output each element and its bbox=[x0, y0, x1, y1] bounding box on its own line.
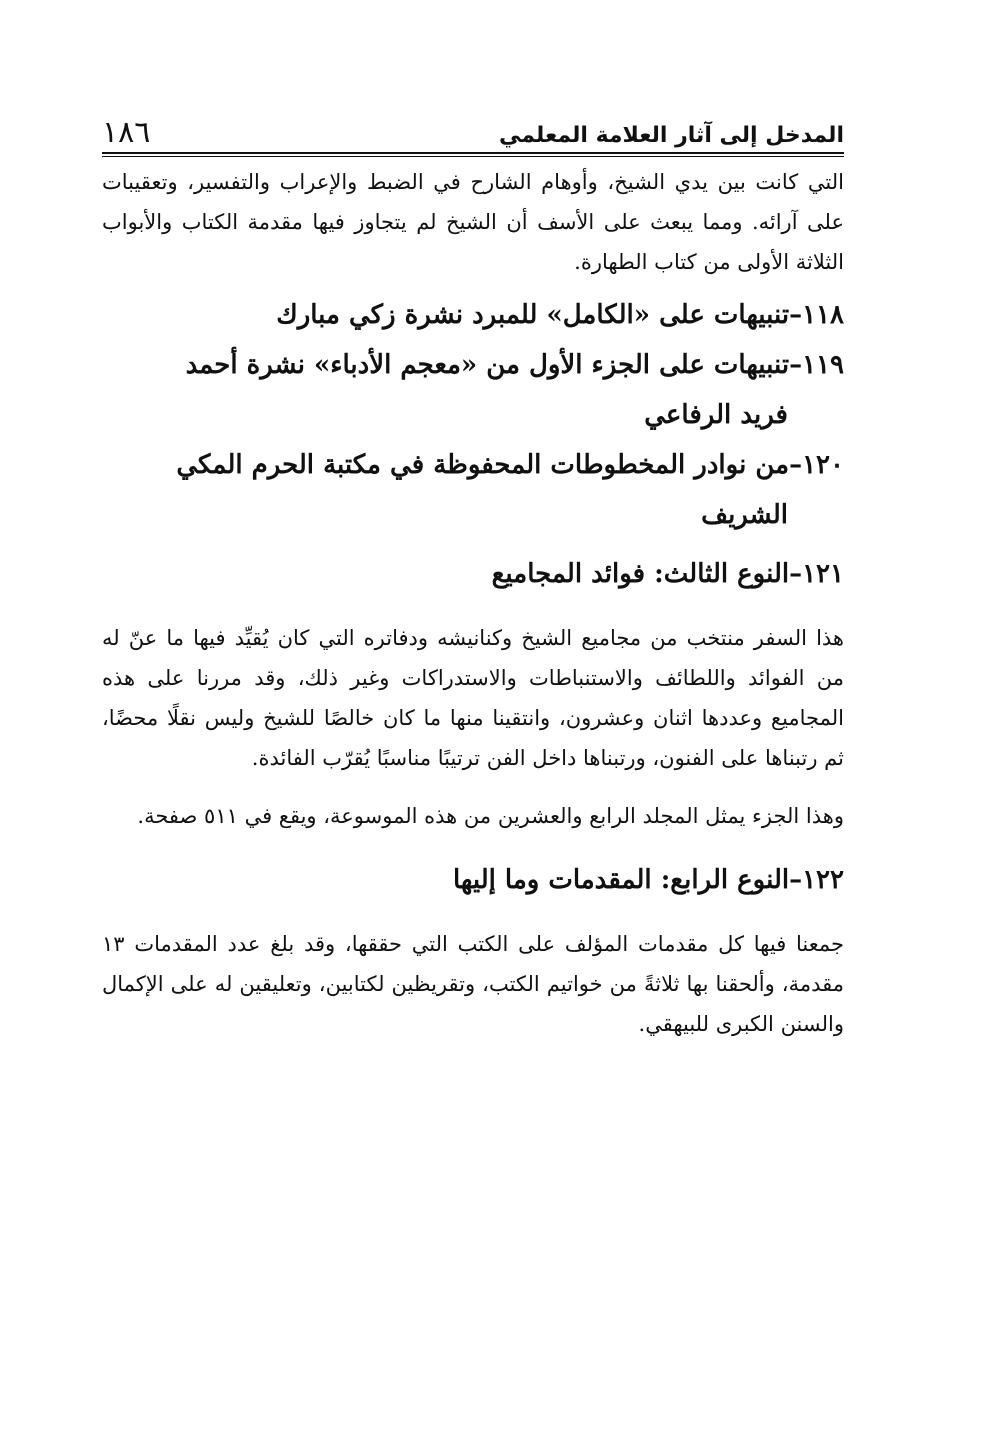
heading-122: ١٢٢–النوع الرابع: المقدمات وما إليها bbox=[452, 865, 844, 895]
page-number: ١٨٦ bbox=[102, 115, 151, 150]
entry-120-line-2: الشريف bbox=[701, 500, 788, 530]
running-title: المدخل إلى آثار العلامة المعلمي bbox=[498, 123, 844, 148]
entry-118-text: ١١٨–تنبيهات على «الكامل» للمبرد نشرة زكي مبارك bbox=[276, 300, 844, 330]
entry-119 bbox=[102, 340, 844, 440]
heading-121: ١٢١–النوع الثالث: فوائد المجاميع bbox=[491, 559, 844, 589]
entry-120-line-1: ١٢٠–من نوادر المخطوطات المحفوظة في مكتبة الحرم المكي bbox=[176, 450, 844, 480]
spacer bbox=[102, 540, 844, 548]
intro-paragraph: التي كانت بين يدي الشيخ، وأوهام الشارح في الضبط والإعراب والتفسير، وتعقيبات على آرائه. ومما يبعث على الأسف أن الشيخ لم يتجاوز فيها مقدمة الكتاب والأبواب الثلاثة الأولى من كتاب الطهارة. bbox=[102, 170, 845, 274]
entry-119-line-1: ١١٩–تنبيهات على الجزء الأول من «معجم الأدباء» نشرة أحمد bbox=[185, 350, 844, 380]
spacer bbox=[102, 836, 844, 854]
spacer bbox=[102, 600, 844, 618]
page-body bbox=[102, 162, 844, 1044]
entry-120 bbox=[102, 440, 844, 540]
spacer bbox=[102, 778, 844, 796]
entry-118 bbox=[102, 290, 844, 340]
header-rule bbox=[102, 152, 844, 157]
spacer bbox=[102, 282, 844, 290]
paragraph-121: هذا السفر منتخب من مجاميع الشيخ وكنانيشه ودفاتره التي كان يُقيِّد فيها ما عنّ له من الفوائد واللطائف والاستنباطات والاستدراكات وغير ذلك، وقد مررنا على هذه المجاميع وعددها اثنان وعشرون، وانتقينا منها ما كان خالصًا للشيخ وليس نقلًا محضًا، ثم رتبناها على الفنون، ورتبناها داخل الفن ترتيبًا مناسبًا يُقرّب الفائدة. bbox=[102, 626, 844, 770]
spacer bbox=[102, 906, 844, 924]
page-header bbox=[102, 104, 844, 150]
volume-paragraph: وهذا الجزء يمثل المجلد الرابع والعشرين من هذه الموسوعة، ويقع في ٥١١ صفحة. bbox=[137, 804, 844, 828]
entry-119-line-2: فريد الرفاعي bbox=[644, 400, 788, 430]
paragraph-122: جمعنا فيها كل مقدمات المؤلف على الكتب التي حققها، وقد بلغ عدد المقدمات ١٣ مقدمة، وألحقنا بها ثلاثةً من خواتيم الكتب، وتقريظين لكتابين، وتعليقين له على الإكمال والسنن الكبرى للبيهقي. bbox=[102, 932, 844, 1036]
